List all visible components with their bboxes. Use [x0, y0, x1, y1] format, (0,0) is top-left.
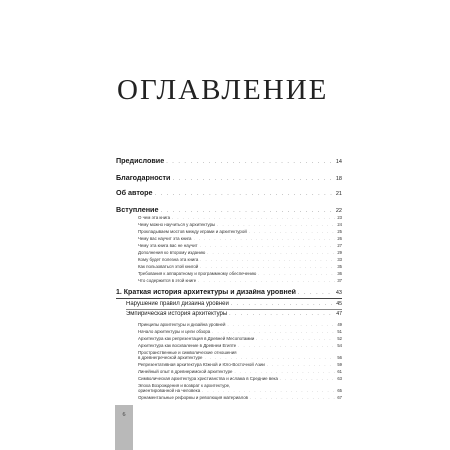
dot-leader	[160, 208, 333, 214]
toc-entry-page: 23	[337, 215, 342, 220]
dot-leader	[249, 229, 336, 234]
toc-entry-page: 67	[337, 395, 342, 400]
section-underline	[126, 309, 342, 310]
toc-entry-page: 29	[337, 250, 342, 255]
toc-entry-page: 35	[337, 264, 342, 269]
toc-entry-label: Вступление	[116, 205, 159, 214]
toc-subentry[interactable]	[138, 271, 342, 276]
toc-subentry[interactable]	[138, 264, 342, 269]
toc-entry-label: Принципы архитектуры и дизайна уровней	[138, 322, 226, 327]
page-number-tab	[115, 405, 133, 450]
toc-entry-page: 21	[335, 191, 342, 197]
toc-entry-label: Чему вас научит эта книга	[138, 236, 192, 241]
toc-entry-label: 1. Краткая история архитектуры и дизайна уровней	[116, 289, 296, 296]
toc-entry-label: Требования к аппаратному и программному обеспечению	[138, 271, 257, 276]
toc-entry-label: Линейный опыт в древнеримской архитектуре	[138, 369, 233, 374]
toc-entry-label: Прокладываем мостов между играми и архитектурой	[138, 229, 247, 234]
toc-entry-label: Репрезентативная архитектура Южной и Юго-Восточной Азии	[138, 362, 265, 367]
toc-subentry[interactable]	[138, 250, 342, 255]
dot-leader	[258, 271, 335, 276]
toc-subentry[interactable]	[138, 336, 342, 341]
toc-entry-label: Об авторе	[116, 188, 153, 197]
toc-entry-label: Орнаментальные реформы и революция материалов	[138, 395, 248, 400]
dot-leader	[166, 159, 334, 165]
toc-subentry[interactable]	[138, 322, 342, 327]
toc-entry-page: 26	[337, 236, 342, 241]
toc-entry-acknowledgements[interactable]	[116, 173, 342, 182]
toc-subentry[interactable]	[138, 343, 342, 348]
toc-subentry[interactable]	[138, 236, 342, 241]
toc-entry-label: Предисловие	[116, 156, 165, 165]
toc-subentry[interactable]	[138, 369, 342, 374]
toc-entry-label: в древнегреческой архитектуре	[138, 355, 203, 360]
toc-entry-page: 27	[337, 243, 342, 248]
toc-entry-label: Как пользоваться этой книгой	[138, 264, 199, 269]
toc-entry-page: 33	[337, 257, 342, 262]
toc-entry-label: Нарушение правил дизайна уровней	[126, 301, 229, 307]
dot-leader	[200, 264, 335, 269]
dot-leader	[298, 290, 334, 296]
toc-entry-label: Эмпирическая история архитектуры	[126, 311, 228, 317]
toc-entry-label: Чему можно научиться у архитектуры	[138, 222, 216, 227]
toc-subentry[interactable]	[138, 329, 342, 334]
toc-entry-label: Архитектура как репрезентация в Древней Месопотамии	[138, 336, 255, 341]
dot-leader	[231, 301, 334, 307]
toc-entry-page: 43	[335, 290, 342, 296]
dot-leader	[229, 311, 334, 317]
toc-entry-about-author[interactable]	[116, 188, 342, 197]
toc-entry-page: 52	[337, 336, 342, 341]
toc-subentry[interactable]	[138, 243, 342, 248]
toc-entry-label: Кому будет полезна эта книга	[138, 257, 199, 262]
toc-entry-page: 49	[337, 322, 342, 327]
toc-subentry[interactable]	[138, 355, 342, 360]
toc-entry-page: 47	[336, 311, 342, 317]
toc-entry-label: ориентированной на человека	[138, 388, 201, 393]
toc-subentry[interactable]	[138, 257, 342, 262]
dot-leader	[200, 243, 336, 248]
page-title: ОГЛАВЛЕНИЕ	[117, 74, 329, 106]
toc-entry-page: 63	[337, 376, 342, 381]
toc-subentry[interactable]	[138, 362, 342, 367]
toc-section[interactable]	[126, 301, 342, 307]
toc-entry-label: Что содержится в этой книге	[138, 278, 197, 283]
dot-leader	[198, 278, 335, 283]
toc-subentry[interactable]	[138, 222, 342, 227]
toc-subentry[interactable]	[138, 395, 342, 400]
toc-entry-label: Архитектура как восхваление в Древнем Египте	[138, 343, 237, 348]
toc-entry-page: 61	[337, 369, 342, 374]
toc-entry-page: 54	[337, 343, 342, 348]
dot-leader	[202, 388, 335, 393]
dot-leader	[194, 236, 336, 241]
toc-entry-page: 51	[337, 329, 342, 334]
toc-entry-page: 36	[337, 271, 342, 276]
toc-entry-label: Чему эта книга вас не научит	[138, 243, 198, 248]
toc-entry-page: 14	[335, 159, 342, 165]
toc-entry-page: 24	[337, 222, 342, 227]
toc-entry-preface[interactable]	[116, 156, 342, 165]
dot-leader	[227, 322, 335, 327]
dot-leader	[155, 191, 334, 197]
toc-subentry[interactable]	[138, 229, 342, 234]
toc-chapter-1[interactable]	[116, 289, 342, 296]
toc-subentry[interactable]	[138, 388, 342, 393]
toc-entry-label: Дополнения ко второму изданию	[138, 250, 206, 255]
toc-entry-label: Пространственные и символические отношения	[138, 350, 237, 355]
toc-entry-label: Начало архитектуры и цели обзора	[138, 329, 211, 334]
dot-leader	[217, 222, 335, 227]
dot-leader	[205, 355, 336, 360]
toc-subentry[interactable]	[138, 278, 342, 283]
dot-leader	[172, 176, 333, 182]
toc-entry-page: 59	[337, 362, 342, 367]
toc-entry-page: 45	[336, 301, 342, 307]
dot-leader	[200, 257, 335, 262]
chapter-underline	[116, 298, 342, 299]
toc-entry-label: Эпоха Возрождения и возврат к архитектуре,	[138, 383, 231, 388]
toc-section[interactable]	[126, 311, 342, 317]
toc-entry-page: 22	[335, 208, 342, 214]
dot-leader	[172, 215, 335, 220]
toc-entry-introduction[interactable]	[116, 205, 342, 214]
toc-entry-page: 37	[337, 278, 342, 283]
toc-entry-page: 65	[337, 388, 342, 393]
dot-leader	[280, 376, 335, 381]
dot-leader	[267, 362, 335, 367]
toc-subentry[interactable]	[138, 215, 342, 220]
dot-leader	[212, 329, 335, 334]
toc-entry-label: Символическая архитектура христианства и ислама в Средние века	[138, 376, 278, 381]
dot-leader	[207, 250, 335, 255]
toc-entry-page: 56	[337, 355, 342, 360]
dot-leader	[250, 395, 335, 400]
dot-leader	[256, 336, 335, 341]
toc-entry-page: 25	[337, 229, 342, 234]
toc-entry-label: Благодарности	[116, 173, 171, 182]
dot-leader	[234, 369, 335, 374]
page-number: 6	[122, 412, 126, 418]
toc-subentry[interactable]	[138, 376, 342, 381]
dot-leader	[238, 343, 335, 348]
toc-entry-page: 18	[335, 176, 342, 182]
toc-entry-label: О чем эта книга	[138, 215, 171, 220]
